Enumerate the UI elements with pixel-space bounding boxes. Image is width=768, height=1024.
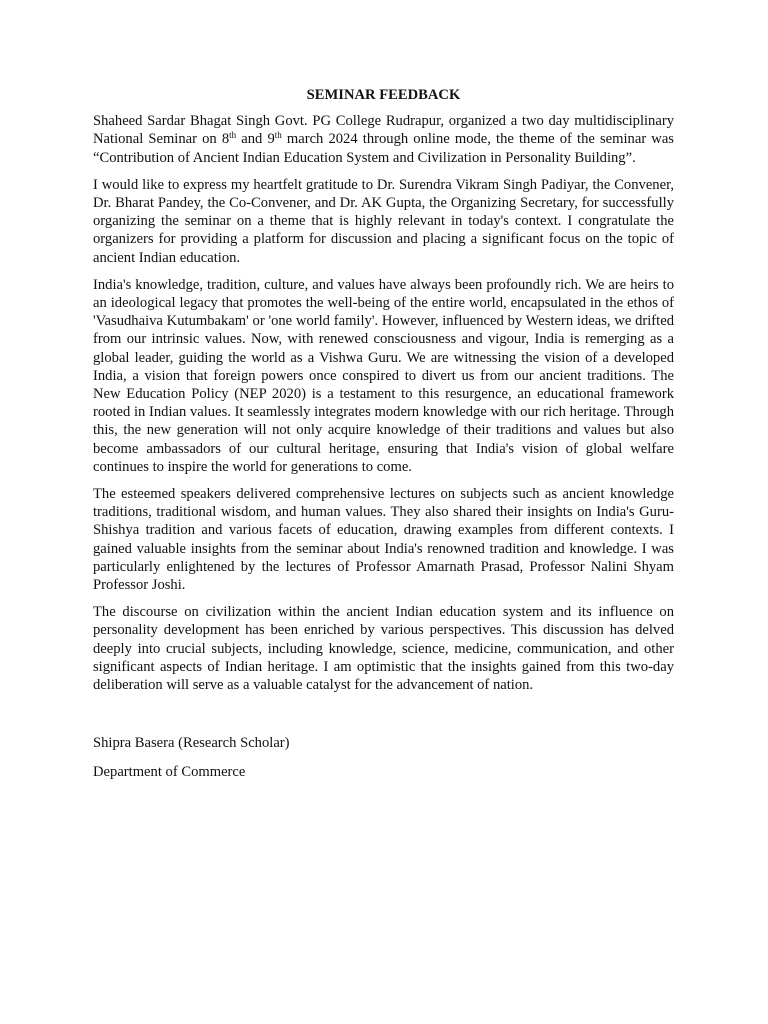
- signature-name: Shipra Basera (Research Scholar): [93, 735, 290, 752]
- signature-block: [93, 734, 674, 780]
- intro-superscript-1: th: [229, 130, 237, 141]
- heritage-paragraph: India's knowledge, tradition, culture, and values have always been profoundly rich. We are heirs to an ideological legacy that promotes the well-being of the entire world, encapsulated in the ethos of 'Vasudhaiva Kutumbakam' or 'one world family'. However, influenced by Western ideas, we drifted from our intrinsic values. Now, with renewed consciousness and vigour, India is remerging as a global leader, guiding the world as a Vishwa Guru. We are witnessing the vision of a developed India, a vision that foreign powers once conspired to divert us from our ancient traditions. The New Education Policy (NEP 2020) is a testament to this resurgence, an educational framework rooted in Indian values. It seamlessly integrates modern knowledge with our rich heritage. Through this, the new generation will not only acquire knowledge of their traditions and values but also become ambassadors of our cultural heritage, ensuring that India's vision of global welfare continues to inspire the world for generations to come.: [93, 276, 674, 475]
- document-title: SEMINAR FEEDBACK: [306, 87, 461, 103]
- intro-superscript-2: th: [274, 130, 282, 141]
- signature-department: Department of Commerce: [93, 763, 246, 780]
- intro-text-part2: and 9: [236, 131, 275, 148]
- intro-text-part3: march 2024 through online mode, the theme of the seminar was “Contribution of Ancient Indian Education System and Civilization in Personality Building”.: [93, 131, 674, 166]
- discourse-paragraph: The discourse on civilization within the ancient Indian education system and its influence on personality development has been enriched by various perspectives. This discussion has delved deeply into crucial subjects, including knowledge, science, medicine, communication, and other significant aspects of Indian heritage. I am optimistic that the insights gained from this two-day deliberation will serve as a valuable catalyst for the advancement of nation.: [93, 604, 674, 694]
- gratitude-paragraph: I would like to express my heartfelt gratitude to Dr. Surendra Vikram Singh Padiyar, the Convener, Dr. Bharat Pandey, the Co-Convener, and Dr. AK Gupta, the Organizing Secretary, for successfully organizing the seminar on a theme that is highly relevant in today's context. I congratulate the organizers for providing a platform for discussion and placing a significant focus on the topic of ancient Indian education.: [93, 176, 674, 266]
- document-page: [93, 86, 674, 791]
- intro-text-part1: Shaheed Sardar Bhagat Singh Govt. PG College Rudrapur, organized a two day multidisciplinary National Seminar on 8: [93, 113, 674, 148]
- intro-paragraph: [93, 112, 674, 167]
- speakers-paragraph: The esteemed speakers delivered comprehensive lectures on subjects such as ancient knowledge traditions, traditional wisdom, and human values. They also shared their insights on India's Guru-Shishya tradition and various facets of education, drawing examples from different contexts. I gained valuable insights from the seminar about India's renowned tradition and knowledge. I was particularly enlightened by the lectures of Professor Amarnath Prasad, Professor Nalini Shyam Professor Joshi.: [93, 486, 674, 594]
